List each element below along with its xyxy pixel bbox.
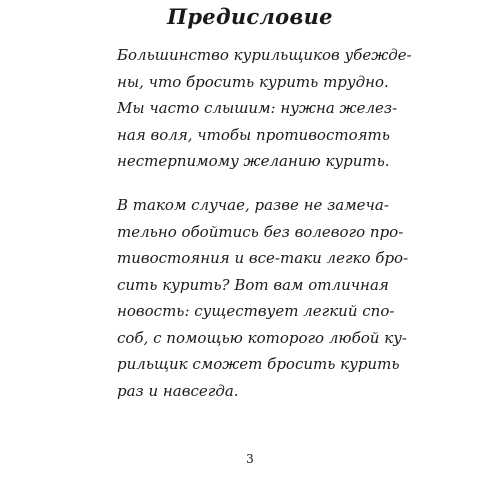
page-number: 3	[246, 452, 254, 466]
paragraph-1	[117, 42, 412, 175]
paragraph-line: Мы часто слышим: нужна желез-	[117, 99, 398, 117]
paragraph-line: В таком случае, разве не замеча-	[117, 196, 389, 214]
paragraph-line: ны, что бросить курить трудно.	[117, 72, 389, 91]
chapter-heading: Предисловие	[167, 4, 333, 29]
paragraph-2	[117, 192, 409, 404]
paragraph-line: нестерпимому желанию курить.	[117, 152, 390, 170]
paragraph-line: ная воля, чтобы противостоять	[117, 125, 390, 144]
paragraph-line: Большинство курильщиков убежде-	[117, 46, 412, 64]
paragraph-line: сить курить? Вот вам отличная	[117, 275, 389, 294]
paragraph-line: раз и навсегда.	[117, 381, 239, 400]
paragraph-line: рильщик сможет бросить курить	[117, 355, 400, 373]
paragraph-line: тивостояния и все-таки легко бро-	[117, 249, 409, 267]
paragraph-line: новость: существует легкий спо-	[117, 302, 395, 320]
paragraph-line: тельно обойтись без волевого про-	[117, 222, 404, 241]
paragraph-line: соб, с помощью которого любой ку-	[117, 328, 407, 347]
